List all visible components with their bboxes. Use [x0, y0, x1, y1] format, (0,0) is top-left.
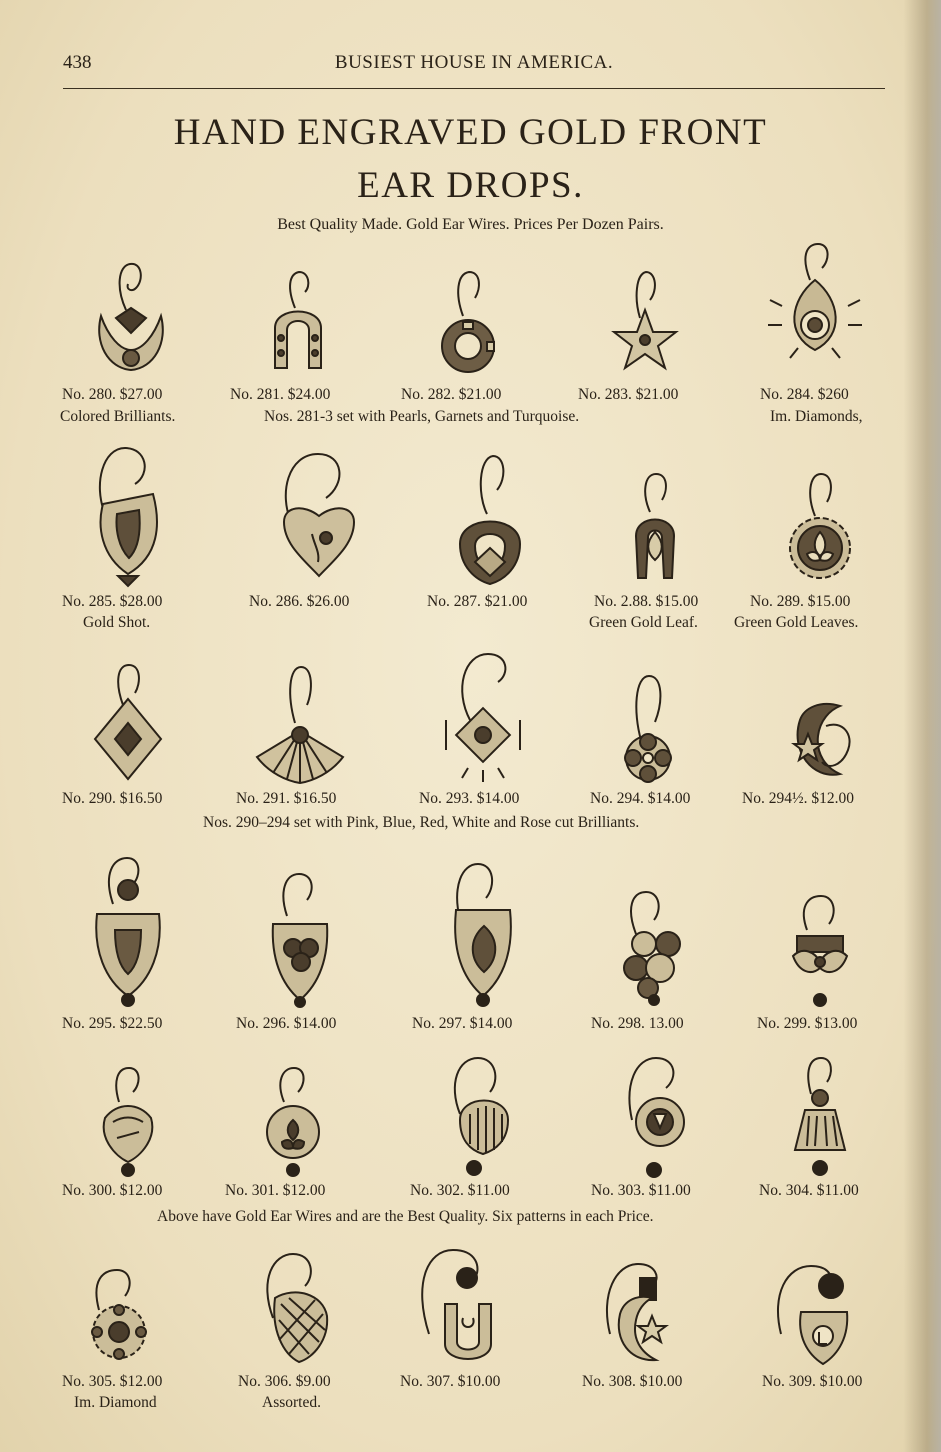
product-288-illustration	[570, 466, 740, 592]
horseshoe-drop-icon	[405, 444, 575, 592]
product-281-label: No. 281. $24.00	[230, 386, 331, 403]
product-304-label: No. 304. $11.00	[759, 1182, 859, 1199]
running-title: BUSIEST HOUSE IN AMERICA.	[334, 52, 614, 73]
tassel-drop-icon	[735, 1054, 905, 1180]
cluster-drop-icon	[570, 884, 740, 1010]
page-title-line1: HAND ENGRAVED GOLD FRONT	[173, 112, 768, 153]
product-284-note: Im. Diamonds,	[770, 408, 863, 425]
product-299-label: No. 299. $13.00	[757, 1015, 858, 1032]
product-293-label: No. 293. $14.00	[419, 790, 520, 807]
product-295-illustration	[43, 854, 213, 1010]
product-308-illustration	[560, 1254, 730, 1374]
clover-drop-icon	[208, 1062, 378, 1180]
row-5-note: Above have Gold Ear Wires and are the Best Quality. Six patterns in each Price.	[157, 1208, 654, 1225]
leaf-drop-icon	[43, 1062, 213, 1180]
crescent-star-drop-icon	[560, 1254, 730, 1374]
product-304-illustration	[735, 1054, 905, 1180]
shield-drop-icon	[43, 444, 213, 592]
product-282-label: No. 282. $21.00	[401, 386, 502, 403]
product-286-label: No. 286. $26.00	[249, 593, 350, 610]
product-303-label: No. 303. $11.00	[591, 1182, 691, 1199]
product-283-illustration	[560, 258, 730, 386]
rosette-drop-icon	[43, 1250, 213, 1374]
header-rule	[63, 88, 885, 89]
product-291-illustration	[215, 655, 385, 787]
product-309-illustration	[735, 1254, 905, 1374]
product-286-illustration	[234, 444, 404, 592]
sunburst-drop-icon	[730, 240, 900, 386]
shield-drop-icon	[43, 854, 213, 1010]
sunburst-drop-icon	[398, 650, 568, 787]
horseshoe-drop-icon	[213, 258, 383, 386]
product-293-illustration	[398, 650, 568, 787]
product-294-half-illustration	[730, 690, 900, 787]
product-285-illustration	[43, 444, 213, 592]
product-305-illustration	[43, 1250, 213, 1374]
scalloped-drop-icon	[735, 466, 905, 592]
product-280-note: Colored Brilliants.	[60, 408, 176, 425]
shield-drop-icon	[735, 1254, 905, 1374]
horseshoe-drop-icon	[383, 1244, 553, 1374]
row-1-note: Nos. 281-3 set with Pearls, Garnets and Turquoise.	[264, 408, 580, 425]
product-290-illustration	[43, 655, 213, 787]
product-297-illustration	[398, 860, 568, 1010]
product-305-note: Im. Diamond	[74, 1394, 157, 1411]
disc-drop-icon	[570, 1054, 740, 1180]
product-289-label: No. 289. $15.00	[750, 593, 851, 610]
product-295-label: No. 295. $22.50	[62, 1015, 163, 1032]
product-302-illustration	[398, 1054, 568, 1180]
product-288-label: No. 2.88. $15.00	[594, 593, 699, 610]
product-302-label: No. 302. $11.00	[410, 1182, 510, 1199]
product-306-note: Assorted.	[262, 1394, 321, 1411]
page-header	[63, 52, 885, 76]
product-289-note: Green Gold Leaves.	[734, 614, 859, 631]
product-294-label: No. 294. $14.00	[590, 790, 691, 807]
product-287-illustration	[405, 444, 575, 592]
product-283-label: No. 283. $21.00	[578, 386, 679, 403]
heart-drop-icon	[234, 444, 404, 592]
product-296-label: No. 296. $14.00	[236, 1015, 337, 1032]
product-307-label: No. 307. $10.00	[400, 1373, 501, 1390]
page-subtitle: Best Quality Made. Gold Ear Wires. Prices Per Dozen Pairs.	[277, 216, 664, 233]
product-306-label: No. 306. $9.00	[238, 1373, 331, 1390]
fan-drop-icon	[215, 655, 385, 787]
product-294-half-label: No. 294½. $12.00	[742, 790, 854, 807]
bow-drop-icon	[735, 892, 905, 1010]
product-285-note: Gold Shot.	[83, 614, 151, 631]
flower-drop-icon	[563, 662, 733, 787]
product-301-label: No. 301. $12.00	[225, 1182, 326, 1199]
product-301-illustration	[208, 1062, 378, 1180]
basket-drop-icon	[215, 1250, 385, 1374]
product-296-illustration	[215, 866, 385, 1010]
product-305-label: No. 305. $12.00	[62, 1373, 163, 1390]
product-298-label: No. 298. 13.00	[591, 1015, 684, 1032]
page-number: 438	[63, 52, 92, 73]
product-300-label: No. 300. $12.00	[62, 1182, 163, 1199]
star-drop-icon	[560, 258, 730, 386]
crescent-star-drop-icon	[730, 690, 900, 787]
product-280-illustration	[46, 258, 216, 386]
product-299-illustration	[735, 892, 905, 1010]
product-282-illustration	[383, 258, 553, 386]
product-287-label: No. 287. $21.00	[427, 593, 528, 610]
lozenge-drop-icon	[43, 655, 213, 787]
product-291-label: No. 291. $16.50	[236, 790, 337, 807]
product-280-label: No. 280. $27.00	[62, 386, 163, 403]
horseshoe-leaf-drop-icon	[570, 466, 740, 592]
product-288-note: Green Gold Leaf.	[589, 614, 698, 631]
row-3-note: Nos. 290–294 set with Pink, Blue, Red, White and Rose cut Brilliants.	[203, 814, 640, 831]
product-281-illustration	[213, 258, 383, 386]
ring-drop-icon	[383, 258, 553, 386]
product-284-illustration	[730, 240, 900, 386]
product-308-label: No. 308. $10.00	[582, 1373, 683, 1390]
product-306-illustration	[215, 1250, 385, 1374]
product-284-label: No. 284. $260	[760, 386, 849, 403]
product-294-illustration	[563, 662, 733, 787]
shield-clover-drop-icon	[215, 866, 385, 1010]
product-309-label: No. 309. $10.00	[762, 1373, 863, 1390]
product-289-illustration	[735, 466, 905, 592]
product-290-label: No. 290. $16.50	[62, 790, 163, 807]
page-title-line2: EAR DROPS.	[357, 165, 584, 206]
shell-drop-icon	[398, 1054, 568, 1180]
product-303-illustration	[570, 1054, 740, 1180]
product-300-illustration	[43, 1062, 213, 1180]
product-297-label: No. 297. $14.00	[412, 1015, 513, 1032]
product-285-label: No. 285. $28.00	[62, 593, 163, 610]
shield-leaf-drop-icon	[398, 860, 568, 1010]
product-307-illustration	[383, 1244, 553, 1374]
product-298-illustration	[570, 884, 740, 1010]
crescent-drop-icon	[46, 258, 216, 386]
